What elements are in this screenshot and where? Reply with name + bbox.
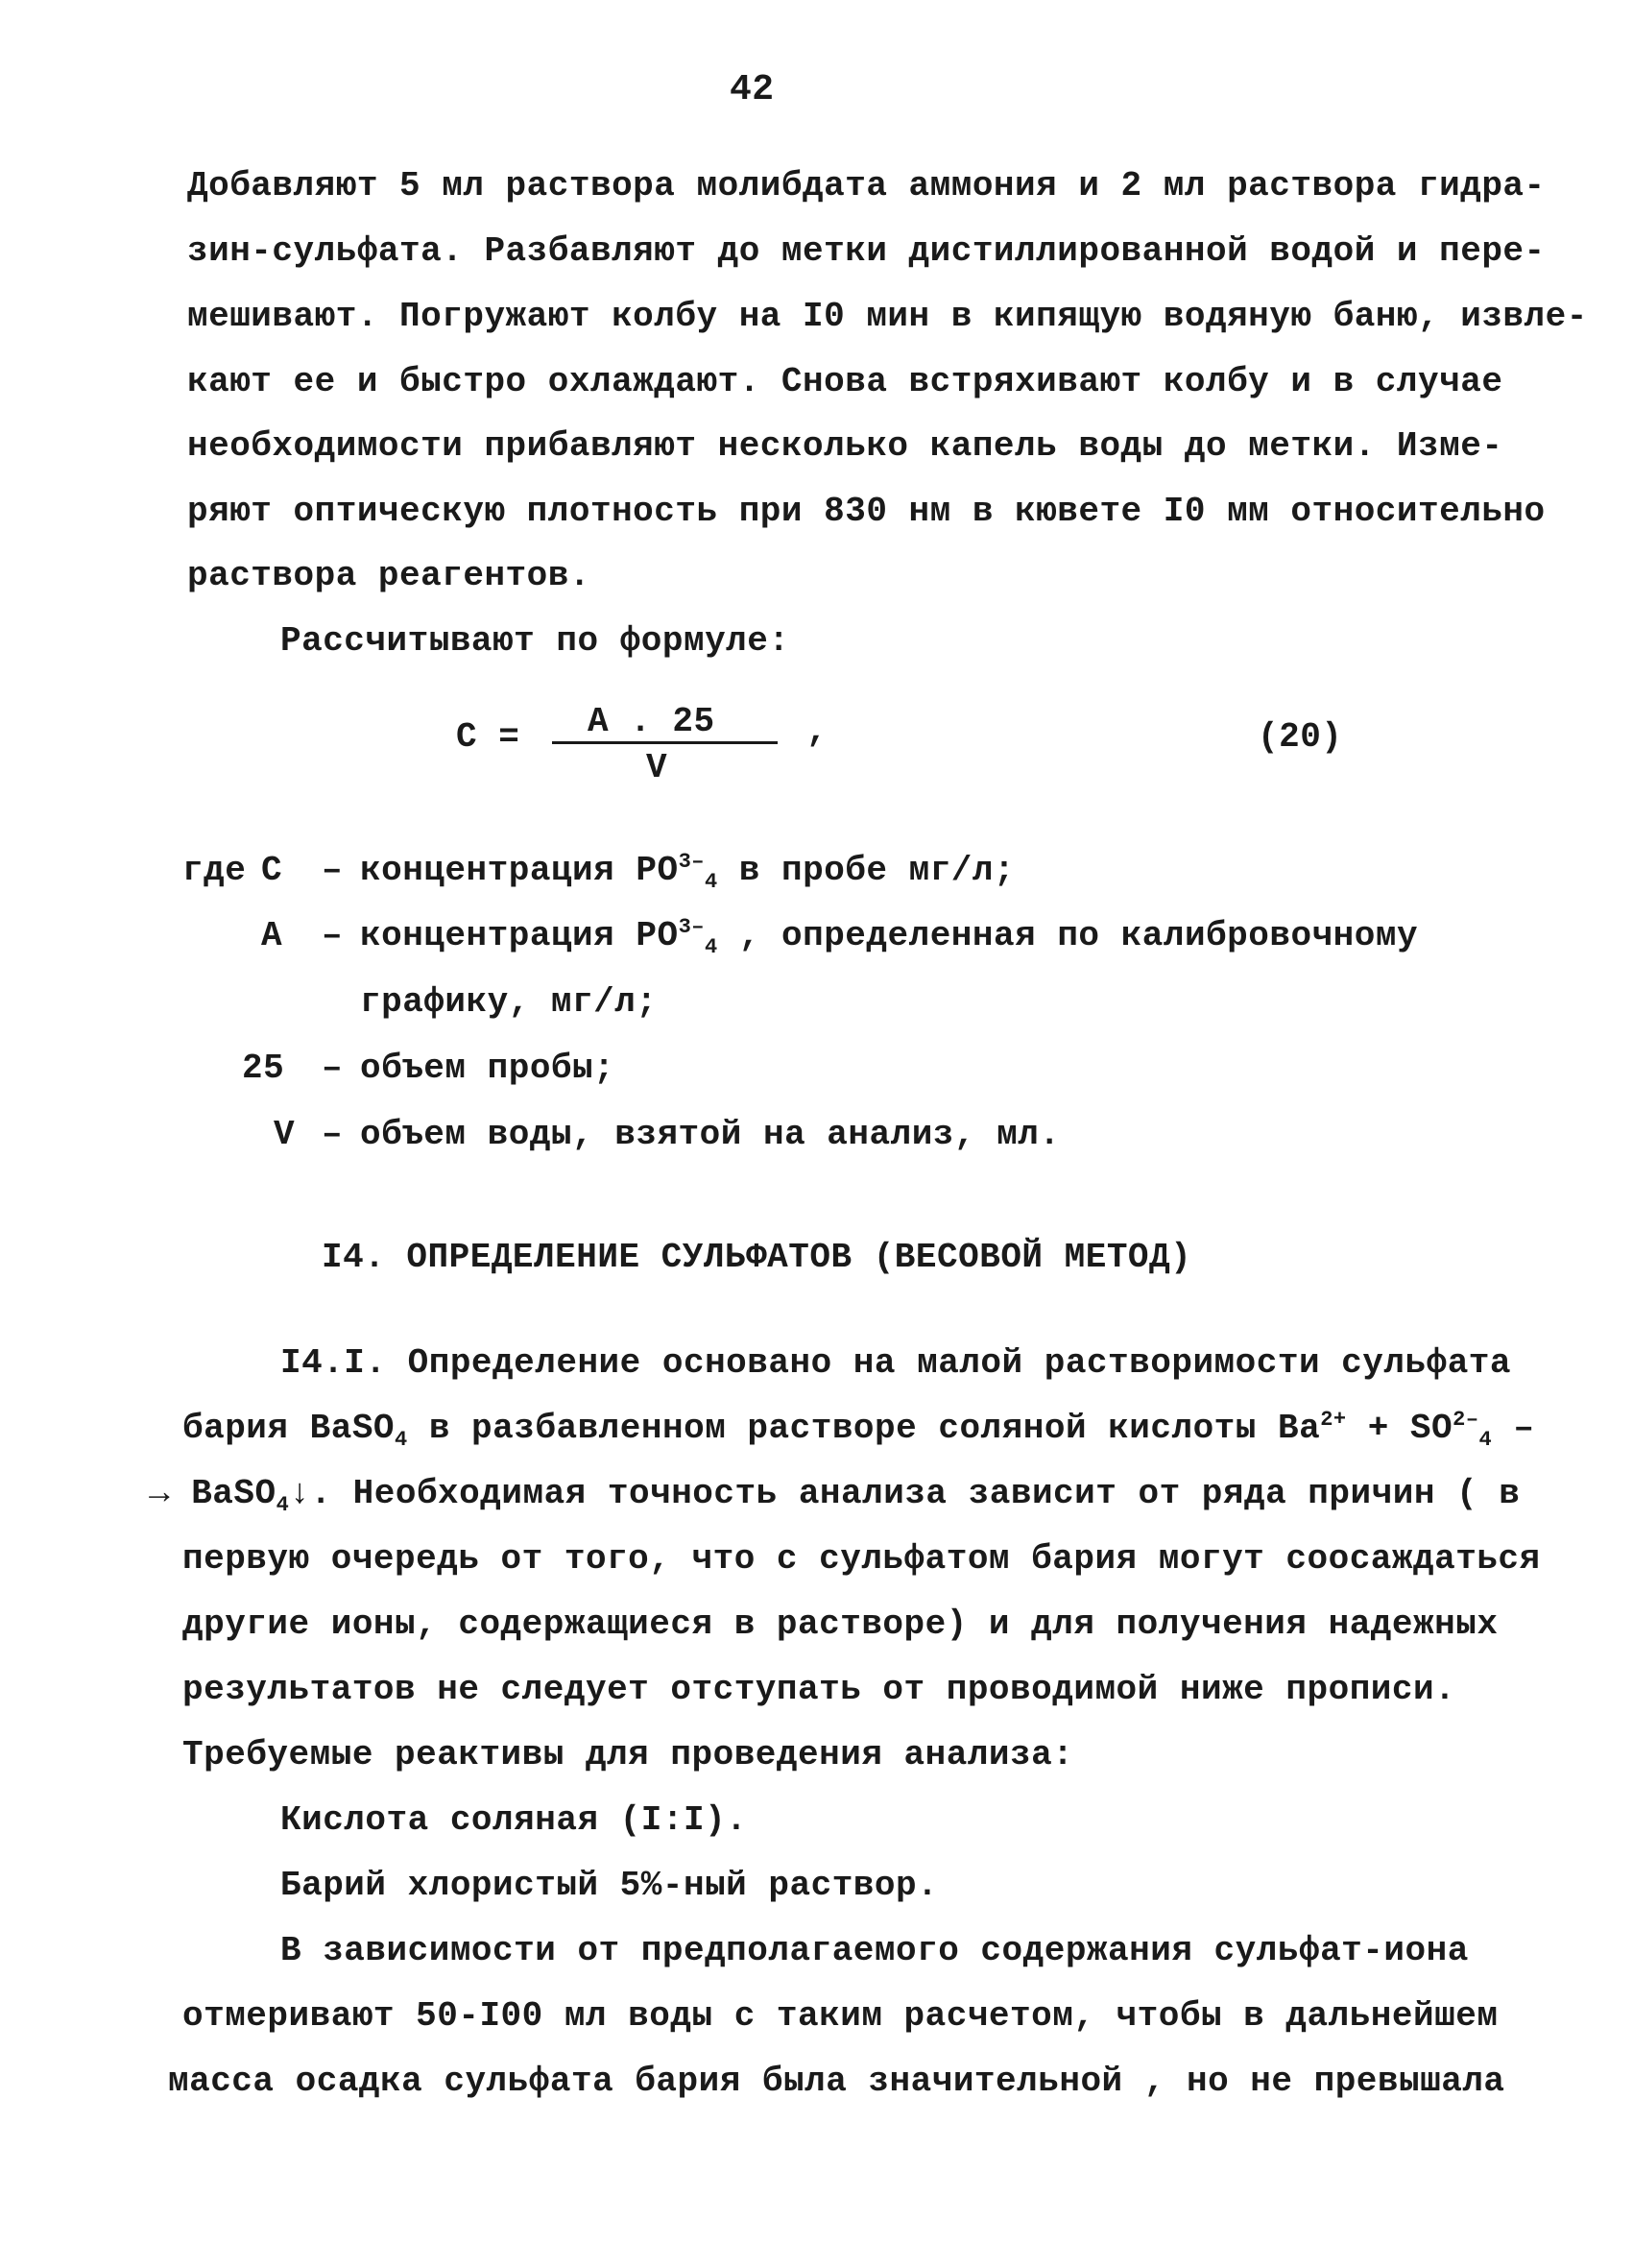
ion-subscript: 4 [704,935,718,960]
equation-subscript: 4 [395,1428,408,1453]
equation-text: → BaSO [149,1474,276,1513]
legend-item-c [360,850,1016,895]
paragraph-line: раствора реагентов. [187,556,590,595]
equation-superscript: 2+ [1320,1408,1347,1432]
formula-comma: , [806,712,829,751]
section-line: Требуемые реактивы для проведения анализа: [182,1735,1074,1774]
paragraph-line: зин-сульфата. Разбавляют до метки дистиллированной водой и пере- [187,231,1546,271]
equation-text: + SO [1346,1409,1453,1448]
section-line: результатов не следует отступать от проводимой ниже прописи. [182,1670,1456,1709]
formula-denominator: V [646,748,668,787]
legend-item-25: объем пробы; [360,1049,615,1088]
section-line: другие ионы, содержащиеся в растворе) и для получения надежных [182,1604,1499,1644]
reagent-barium-chloride: Барий хлористый 5%-ный раствор. [280,1866,939,1905]
paragraph-line: кают ее и быстро охлаждают. Снова встряхивают колбу и в случае [187,362,1503,401]
legend-symbol: C [261,851,283,890]
formula-number: (20) [1258,717,1343,757]
ion-subscript: 4 [704,870,718,895]
section-line: масса осадка сульфата бария была значительной , но не превышала [168,2062,1505,2101]
legend-dash: – [322,916,344,955]
paragraph-line: мешивают. Погружают колбу на I0 мин в кипящую водяную баню, извле- [187,297,1588,336]
equation-text: бария BaSO [182,1409,396,1448]
equation-superscript: 2– [1453,1408,1479,1432]
section-line: В зависимости от предполагаемого содержания сульфат-иона [280,1931,1469,1970]
legend-text: , определенная по калибровочному [717,916,1419,955]
legend-item-a-continuation: графику, мг/л; [360,982,658,1022]
legend-symbol: V [274,1115,296,1154]
legend-dash: – [322,1115,344,1154]
section-line: отмеривают 50-I00 мл воды с таким расчетом, чтобы в дальнейшем [182,1996,1499,2036]
paragraph-line: Добавляют 5 мл раствора молибдата аммония и 2 мл раствора гидра- [187,166,1546,205]
section-heading: I4. ОПРЕДЕЛЕНИЕ СУЛЬФАТОВ (ВЕСОВОЙ МЕТОД) [322,1238,1192,1277]
legend-dash: – [322,1049,344,1088]
formula-intro: Рассчитывают по формуле: [280,621,790,661]
section-line: первую очередь от того, что с сульфатом бария могут соосаждаться [182,1539,1541,1579]
reagent-hydrochloric-acid: Кислота соляная (I:I). [280,1800,748,1840]
equation-text: – [1492,1409,1535,1448]
legend-item-v: объем воды, взятой на анализ, мл. [360,1115,1061,1154]
formula-lhs: C = [456,717,520,757]
ion-charge: 3– [678,915,705,939]
legend-dash: – [322,851,344,890]
paragraph-line: необходимости прибавляют несколько капель воды до метки. Изме- [187,426,1503,466]
equation-subscript: 4 [1478,1428,1493,1453]
legend-text: в пробе мг/л; [717,851,1016,890]
fraction-bar [552,741,778,744]
equation-text: в разбавленном растворе соляной кислоты Ba [407,1409,1321,1448]
legend-text: концентрация PO [360,916,679,955]
paragraph-line: ряют оптическую плотность при 830 нм в кювете I0 мм относительно [187,492,1546,531]
equation-text: ↓. Необходимая точность анализа зависит от ряда причин ( в [289,1474,1521,1513]
legend-where: где [182,851,247,890]
section-line: I4.I. Определение основано на малой растворимости сульфата [280,1343,1512,1383]
legend-text: концентрация PO [360,851,679,890]
section-line-equation [182,1408,1535,1453]
equation-subscript: 4 [276,1493,290,1518]
formula-numerator: A . 25 [588,702,715,741]
legend-item-a [360,915,1419,960]
legend-symbol: A [261,916,283,955]
ion-charge: 3– [678,850,705,874]
section-line-equation-end [149,1473,1521,1518]
legend-symbol: 25 [242,1049,285,1088]
page-number: 42 [730,69,775,110]
